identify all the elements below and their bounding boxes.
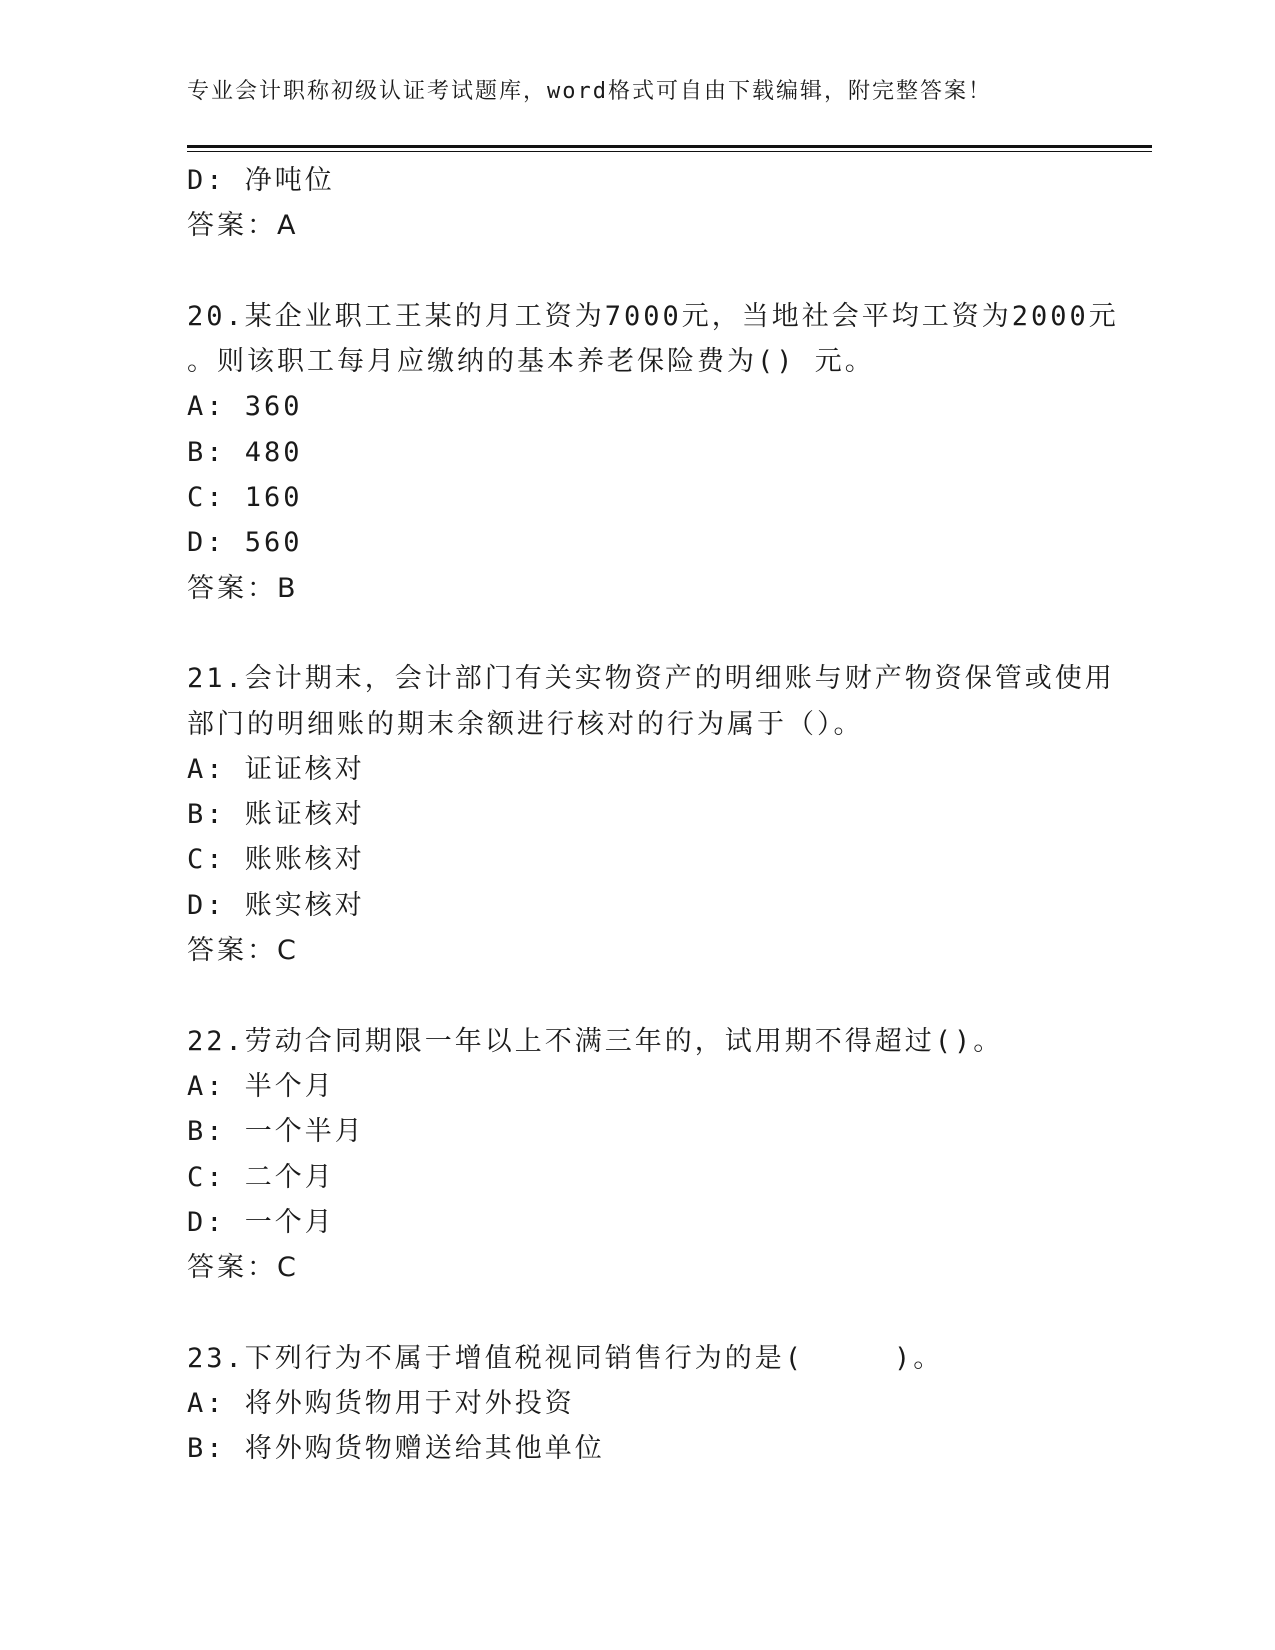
option-b: B: 一个半月 [187,1116,365,1148]
option-b: B: 账证核对 [187,799,365,831]
page-header: 专业会计职称初级认证考试题库，word格式可自由下载编辑，附完整答案！ [187,79,992,104]
answer-line [187,928,1087,973]
spacer [187,611,1087,656]
option-c: C: 账账核对 [187,844,365,876]
option-a: A: 360 [187,391,303,423]
header-rule-thin [187,151,1152,152]
answer-value: B [277,572,299,604]
question-stem-line: 20.某企业职工王某的月工资为7000元，当地社会平均工资为2000元 [187,300,1119,332]
question-stem-line: 23.下列行为不属于增值税视同销售行为的是( )。 [187,1342,944,1374]
answer-value: C [277,935,299,967]
answer-value: A [277,210,299,242]
option-b: B: 480 [187,436,303,468]
header-rule-thick [187,145,1152,148]
option-a: A: 证证核对 [187,753,365,785]
option-c: C: 160 [187,482,303,514]
answer-label: 答案： [187,572,277,604]
option-c: C: 二个月 [187,1161,335,1193]
answer-value: C [277,1252,299,1284]
answer-label: 答案： [187,210,277,242]
option-b: B: 将外购货物赠送给其他单位 [187,1433,605,1465]
answer-label: 答案： [187,935,277,967]
answer-line [187,1245,1087,1290]
spacer [187,973,1087,1018]
question-stem-line: 21.会计期末，会计部门有关实物资产的明细账与财产物资保管或使用 [187,663,1115,695]
option-a: A: 将外购货物用于对外投资 [187,1388,575,1420]
question-stem-line: 22.劳动合同期限一年以上不满三年的，试用期不得超过()。 [187,1025,1004,1057]
option-d: D: 净吨位 [187,165,335,196]
option-d: D: 一个月 [187,1206,335,1238]
answer-label: 答案： [187,1252,277,1284]
spacer [187,1290,1087,1335]
question-stem-line: 。则该职工每月应缴纳的基本养老保险费为() 元。 [187,346,875,378]
answer-line [187,203,1087,248]
question-content [187,158,1119,1472]
option-d: D: 560 [187,527,303,559]
option-a: A: 半个月 [187,1070,335,1102]
question-stem-line: 部门的明细账的期末余额进行核对的行为属于（）。 [187,708,864,740]
spacer [187,249,1087,294]
answer-line [187,566,1087,611]
option-d: D: 账实核对 [187,889,365,921]
